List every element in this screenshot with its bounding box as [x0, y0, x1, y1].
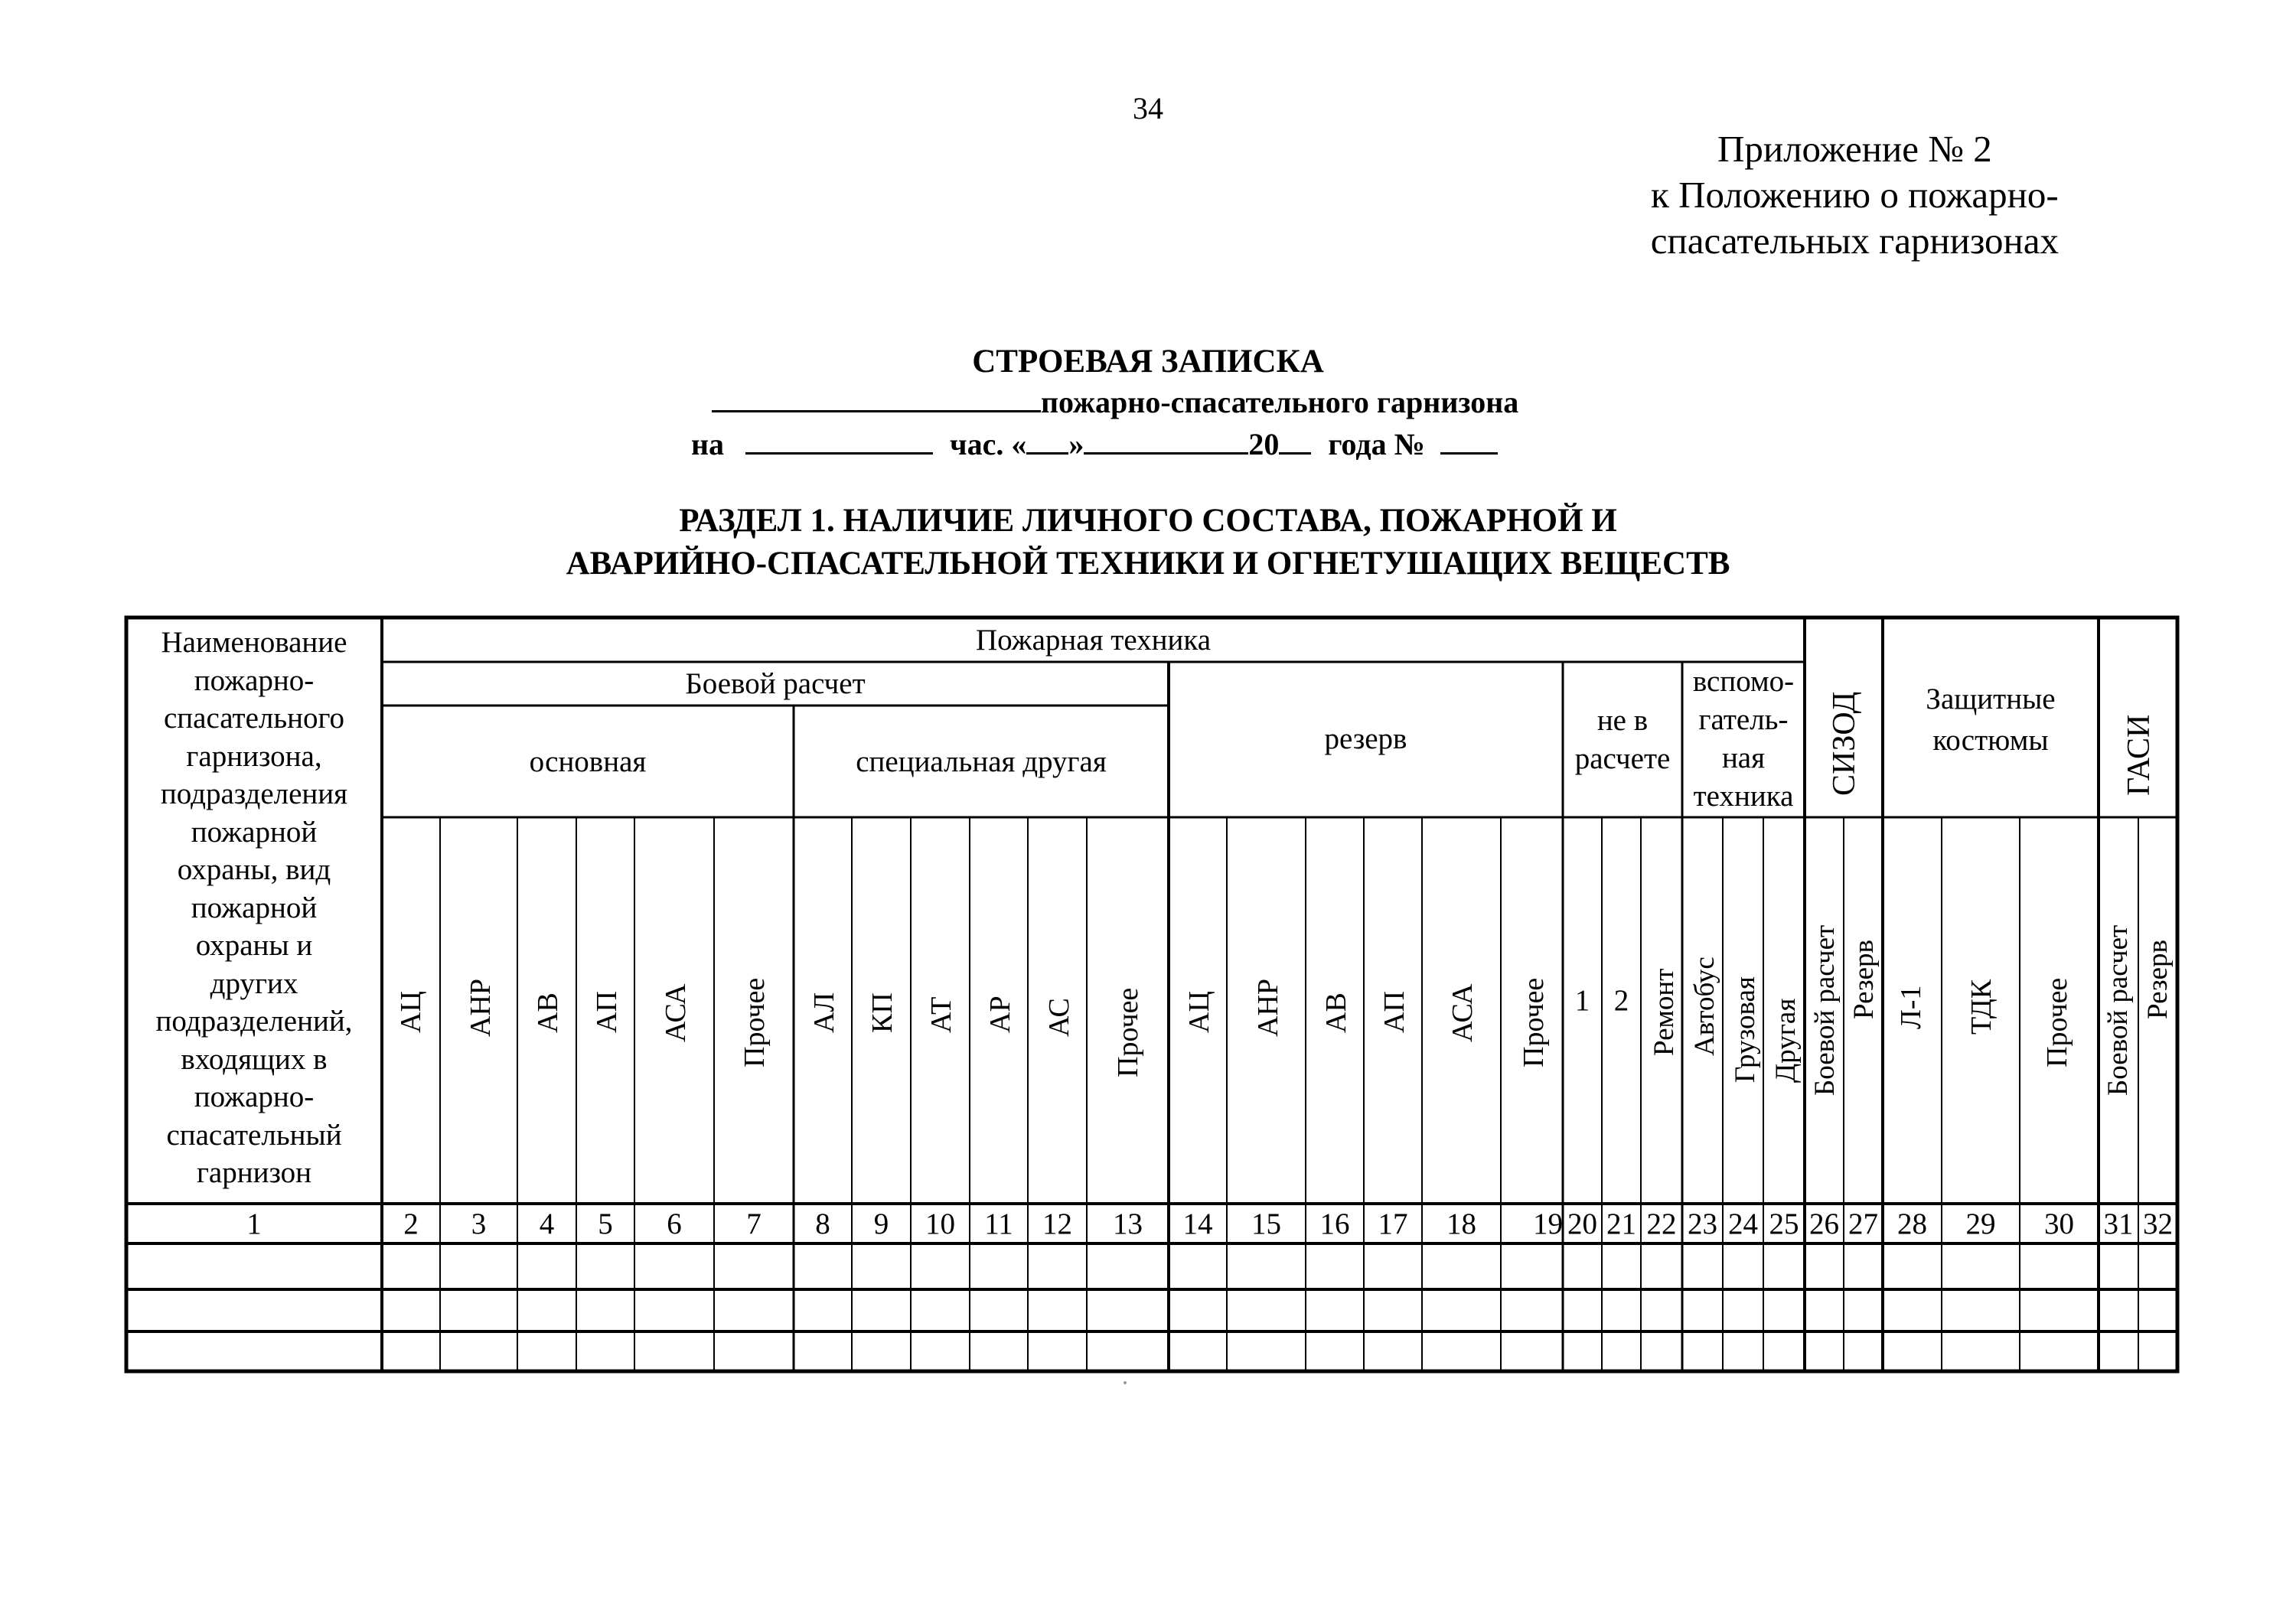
- year-suffix: года №: [1328, 427, 1425, 461]
- sub-col-rezerv-1: Резерв: [1848, 940, 1880, 1019]
- na-label: на: [691, 427, 725, 461]
- boevoy-raschet-header: Боевой расчет: [685, 667, 866, 700]
- sub-col-boevoy-2: Боевой расчет: [2102, 924, 2134, 1096]
- col-num-31: 31: [2103, 1207, 2134, 1240]
- sub-col-asa-1: АСА: [660, 983, 692, 1042]
- sub-col-ac-2: АЦ: [1183, 991, 1215, 1033]
- col-num-22: 22: [1646, 1207, 1677, 1240]
- chas-label: час. «: [950, 427, 1027, 461]
- pozharnaya-tehnika-header: Пожарная техника: [975, 624, 1212, 657]
- appendix-line-1: Приложение № 2: [1717, 128, 1992, 170]
- col-num-25: 25: [1769, 1207, 1799, 1240]
- table-row[interactable]: [128, 1333, 2176, 1370]
- sub-col-drugaya: Другая: [1770, 998, 1802, 1083]
- col-num-32: 32: [2143, 1207, 2173, 1240]
- section-line-2: АВАРИЙНО-СПАСАТЕЛЬНОЙ ТЕХНИКИ И ОГНЕТУШАЩИХ ВЕЩЕСТВ: [566, 546, 1730, 582]
- sub-col-remont: Ремонт: [1649, 968, 1680, 1056]
- sub-col-al: АЛ: [808, 992, 840, 1033]
- col-num-15: 15: [1251, 1207, 1281, 1240]
- sub-col-av-1: АВ: [532, 992, 564, 1033]
- col-num-13: 13: [1113, 1207, 1143, 1240]
- col-num-14: 14: [1182, 1207, 1213, 1240]
- sub-col-rezerv-2: Резерв: [2142, 940, 2174, 1019]
- col-num-7: 7: [746, 1207, 762, 1240]
- sub-col-prochee-4: Прочее: [2041, 977, 2073, 1067]
- sub-col-1: 1: [1574, 984, 1590, 1017]
- col-num-21: 21: [1606, 1207, 1636, 1240]
- col-num-17: 17: [1378, 1207, 1408, 1240]
- col-num-19: 19: [1533, 1207, 1563, 1240]
- sub-col-anr-1: АНР: [465, 978, 497, 1037]
- year-prefix: 20: [1248, 427, 1280, 461]
- vspomogatelnaya-header: вспомо- гатель- ная техника: [1692, 665, 1795, 813]
- scan-speck: [1124, 1381, 1127, 1384]
- col-num-27: 27: [1848, 1207, 1878, 1240]
- sub-col-prochee-3: Прочее: [1518, 977, 1550, 1067]
- gasi-header: ГАСИ: [2122, 714, 2157, 796]
- document-title: СТРОЕВАЯ ЗАПИСКА: [972, 344, 1324, 380]
- sub-col-l1: Л-1: [1895, 985, 1927, 1029]
- col-num-1: 1: [246, 1207, 262, 1240]
- col-num-8: 8: [815, 1207, 830, 1240]
- ne-v-raschete-header: не в расчете: [1574, 704, 1671, 775]
- section-line-1: РАЗДЕЛ 1. НАЛИЧИЕ ЛИЧНОГО СОСТАВА, ПОЖАРНОЙ И: [679, 503, 1617, 539]
- col-num-24: 24: [1728, 1207, 1758, 1240]
- sub-col-boevoy-1: Боевой расчет: [1809, 924, 1841, 1096]
- col-num-2: 2: [403, 1207, 419, 1240]
- sub-col-ac-1: АЦ: [395, 991, 427, 1033]
- col-num-10: 10: [925, 1207, 955, 1240]
- col-num-29: 29: [1965, 1207, 1996, 1240]
- osnovnaya-header: основная: [529, 745, 647, 778]
- sub-col-prochee-2: Прочее: [1112, 987, 1144, 1077]
- rezerv-header: резерв: [1324, 722, 1407, 755]
- col-num-18: 18: [1446, 1207, 1476, 1240]
- col-num-20: 20: [1567, 1207, 1597, 1240]
- sub-col-av-2: АВ: [1320, 992, 1352, 1033]
- col-num-4: 4: [539, 1207, 555, 1240]
- sub-col-gruzovaya: Грузовая: [1730, 976, 1761, 1083]
- sub-col-at: АТ: [925, 996, 957, 1033]
- table-row[interactable]: [128, 1291, 2176, 1330]
- sub-col-avtobus: Автобус: [1689, 957, 1720, 1056]
- sub-col-ar: АР: [984, 996, 1016, 1033]
- sizod-header: СИЗОД: [1827, 691, 1862, 796]
- appendix-line-2: к Положению о пожарно-: [1651, 174, 2059, 216]
- table-row[interactable]: [128, 1245, 2176, 1288]
- sub-col-tdk: ТДК: [1965, 979, 1998, 1035]
- col-num-23: 23: [1688, 1207, 1717, 1240]
- col-num-6: 6: [667, 1207, 682, 1240]
- zashchitnye-header: Защитные костюмы: [1926, 683, 2056, 757]
- garrison-suffix: пожарно-спасательного гарнизона: [1041, 385, 1519, 419]
- page-number: 34: [1133, 91, 1163, 125]
- sub-col-prochee-1: Прочее: [739, 977, 771, 1067]
- sub-col-ap-1: АП: [591, 991, 623, 1033]
- name-header: Наименование пожарно- спасательного гарнизона, подразделения пожарной охраны, вид пожарной охраны и других подразделений, входящих в пожарно- спасательный гарнизон: [155, 626, 353, 1189]
- sub-col-ap-2: АП: [1378, 991, 1411, 1033]
- appendix-line-3: спасательных гарнизонах: [1650, 220, 2059, 262]
- sub-col-kp: КП: [866, 992, 899, 1033]
- col-num-5: 5: [598, 1207, 613, 1240]
- col-num-12: 12: [1042, 1207, 1072, 1240]
- quote-close: »: [1068, 427, 1084, 461]
- sub-col-anr-2: АНР: [1252, 978, 1284, 1037]
- col-num-26: 26: [1809, 1207, 1839, 1240]
- sub-col-2: 2: [1613, 984, 1629, 1017]
- col-num-9: 9: [873, 1207, 889, 1240]
- col-num-11: 11: [984, 1207, 1013, 1240]
- specialnaya-header: специальная другая: [856, 745, 1107, 778]
- col-num-16: 16: [1319, 1207, 1350, 1240]
- sub-col-as: АС: [1043, 998, 1075, 1037]
- col-num-30: 30: [2044, 1207, 2074, 1240]
- sub-col-asa-2: АСА: [1446, 983, 1479, 1042]
- col-num-3: 3: [471, 1207, 487, 1240]
- col-num-28: 28: [1897, 1207, 1927, 1240]
